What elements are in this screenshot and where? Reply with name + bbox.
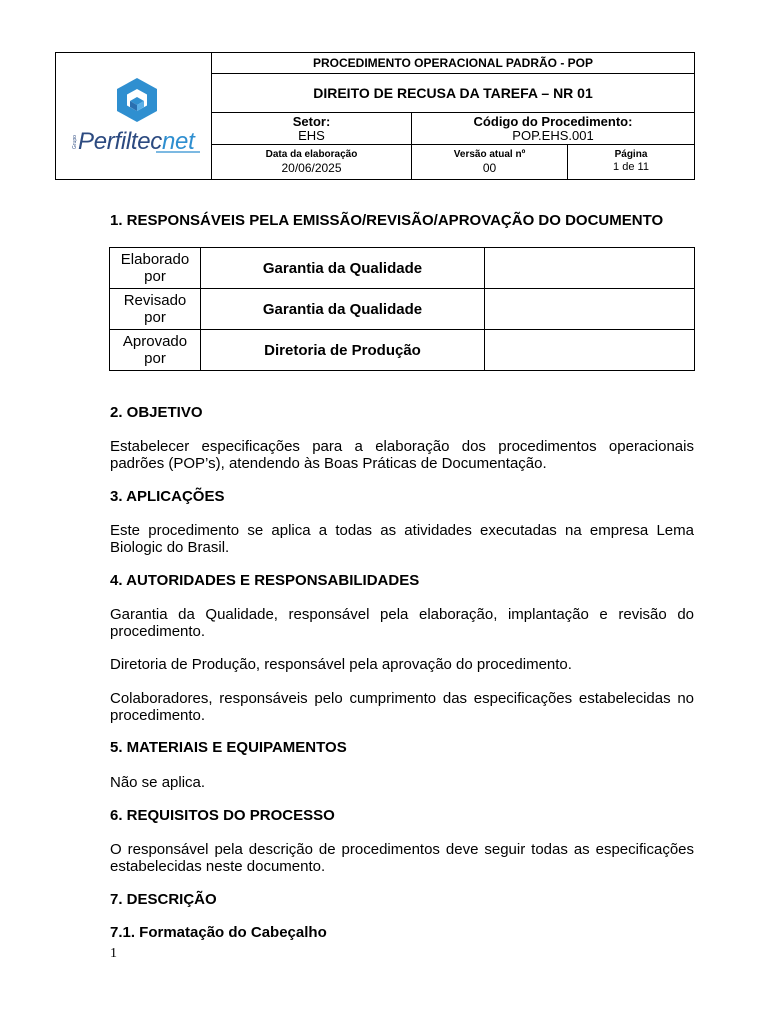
section-4-paragraph-2: Diretoria de Produção, responsável pela aprovação do procedimento.: [110, 656, 572, 673]
doc-type: PROCEDIMENTO OPERACIONAL PADRÃO - POP: [312, 56, 594, 70]
section-7-title: 7. DESCRIÇÃO: [110, 891, 217, 908]
role-cell: [110, 248, 201, 289]
section-1-title: 1. RESPONSÁVEIS PELA EMISSÃO/REVISÃO/APROVAÇÃO DO DOCUMENTO: [110, 212, 664, 229]
role-line-2: por: [144, 309, 166, 326]
setor-cell: [212, 113, 412, 144]
codigo-value: POP.EHS.001: [512, 128, 594, 143]
responsible-name: Garantia da Qualidade: [201, 248, 485, 289]
signature-cell: [485, 289, 695, 330]
sector-code-row: [212, 113, 694, 145]
setor-value: EHS: [298, 128, 325, 143]
logo-group-text: Grupo: [72, 135, 78, 149]
versao-value: 00: [482, 161, 497, 175]
responsible-name: Garantia da Qualidade: [201, 289, 485, 330]
role-line-2: por: [144, 268, 166, 285]
section-3-title: 3. APLICAÇÕES: [110, 488, 225, 505]
data-value: 20/06/2025: [281, 161, 342, 175]
title-row: [212, 74, 694, 113]
company-logo: [56, 53, 211, 179]
pagina-value: 1 de 11: [613, 161, 649, 173]
pagina-label: Página: [614, 149, 648, 160]
signature-cell: [485, 330, 695, 371]
section-4-paragraph-1: Garantia da Qualidade, responsável pela elaboração, implantação e revisão do procedimento.: [110, 606, 694, 640]
doc-type-row: [212, 53, 694, 74]
document-header: [55, 52, 695, 180]
data-cell: [212, 145, 412, 179]
section-5-text: Não se aplica.: [110, 774, 206, 791]
meta-row: [212, 145, 694, 179]
section-3-text: Este procedimento se aplica a todas as atividades executadas na empresa Lema Biologic do Brasil.: [110, 522, 694, 556]
role-line-1: Elaborado: [120, 251, 190, 268]
section-2-text: Estabelecer especificações para a elaboração dos procedimentos operacionais padrões (POP’s), atendendo às Boas Práticas de Documentação.: [110, 438, 694, 472]
section-6-text: O responsável pela descrição de procedimentos deve seguir todas as especificações estabelecidas neste documento.: [110, 841, 694, 875]
section-2-title: 2. OBJETIVO: [110, 404, 203, 421]
svg-text:Perfiltecnet: [78, 128, 196, 155]
logo-cell: [56, 53, 212, 179]
versao-label: Versão atual nº: [453, 149, 526, 160]
codigo-cell: [412, 113, 694, 144]
section-6-title: 6. REQUISITOS DO PROCESSO: [110, 807, 335, 824]
table-row: [110, 289, 695, 330]
logo-brand-suffix: net: [162, 128, 195, 155]
role-line-1: Aprovado: [122, 333, 188, 350]
signature-cell: [485, 248, 695, 289]
doc-title: DIREITO DE RECUSA DA TAREFA – NR 01: [313, 85, 593, 101]
section-4-title: 4. AUTORIDADES E RESPONSABILIDADES: [110, 572, 420, 589]
cube-icon: [117, 78, 157, 122]
role-cell: [110, 289, 201, 330]
versao-cell: [412, 145, 568, 179]
page-number: 1: [110, 946, 117, 961]
role-line-2: por: [144, 350, 166, 367]
section-7-1-title: 7.1. Formatação do Cabeçalho: [110, 924, 327, 941]
logo-brand-main: Perfiltec: [78, 128, 162, 155]
role-line-1: Revisado: [123, 292, 187, 309]
role-cell: [110, 330, 201, 371]
codigo-label: Código do Procedimento:: [473, 114, 633, 129]
section-4-paragraph-3: Colaboradores, responsáveis pelo cumprimento das especificações estabelecidas no procedimento.: [110, 690, 694, 724]
pagina-cell: [568, 145, 694, 179]
table-row: [110, 330, 695, 371]
table-row: [110, 248, 695, 289]
setor-label: Setor:: [292, 114, 331, 129]
section-5-title: 5. MATERIAIS E EQUIPAMENTOS: [110, 739, 347, 756]
responsible-name: Diretoria de Produção: [201, 330, 485, 371]
responsibles-table: [109, 247, 695, 371]
data-label: Data da elaboração: [265, 149, 358, 160]
